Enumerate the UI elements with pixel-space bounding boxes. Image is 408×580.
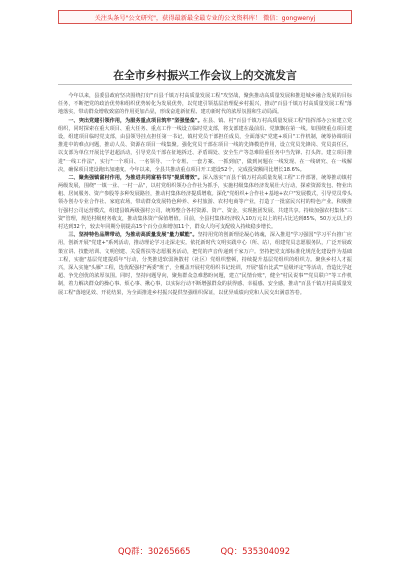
paragraph-section-3: 三、坚持特色品牌带动，为推动高质量发展"量力赋能"。坚持用党的创新理论凝心铸魂，深入推进"学习强国"学习平台推广应用，创新开展"党建+"系列活动，推动理论学习走深走实。依托新时代文明实践中心（所、站），组建党员志愿服务队，广泛开展政策宣讲、技能培训、文明创建、关爱帮扶等志愿服务活动，把党的声音传递到千家万户。坚持把党支部标准化规范化建设作为基础工程，实施"基层党建提质年"行动，分类推进软弱涣散村（社区）党组织整顿，持续提升基层党组织的组织力。聚焦乡村人才振兴，深入实施"头雁"工程，选优配强村"两委"班子，全覆盖开展村党组织书记轮训，开展"擂台比武""星级评定"等活动，营造比学赶超、争先创优的浓厚氛围。同时，坚持问题导向，聚焦群众急难愁盼问题，建立"民情台账"，健全"村民说事""党员联户"等工作机制，着力解决群众的操心事、烦心事、揪心事，以实际行动不断增强群众的获得感、幸福感、安全感，推动"百县千镇万村高质量发展工程"落地见效、开花结果，为全面推进乡村振兴提供坚强组织保证，以优异成绩向党和人民交出满意答卷。: [58, 232, 352, 296]
paragraph-section-2: 二、聚焦强镇富村作用，为推进共同富裕书写"提质增效"。深入落实"百县千镇万村高质量发展工程"工作部署，统筹推动镇村两级发展，围绕"一镇一业、一村一品"，以村党组织领办合作社为抓手，实施村级集体经济发展壮大行动，探索资源发包、物业出租、居间服务、资产参股等多种发展路径，推动村集体经济提质增收。深化"党组织+合作社+基地+农户"发展模式，引导党员带头领办创办专业合作社、家庭农场，带动群众发展特色种养、乡村旅游、农村电商等产业，打造了一批富民兴村的特色产业。积极推行强村公司运营模式，组建县镇两级强村公司，统筹整合各村资源、资产、资金，实现抱团发展、共建共享。持续加强农村集体"三资"管理，规范村级财务收支，推动集体资产保值增值。目前，全县村集体经济收入10万元以上的村占比达到85%，50万元以上的村达到32个，较去年同期分别提高15个百分点和增加11个，群众人均可支配收入持续稳步增长。: [58, 174, 352, 230]
qq-contact-text: QQ：535304092: [220, 546, 291, 556]
promo-banner-text: 关注头条号"公文研究"，获得最新最全最专业的公文资料库！ 微信：gongwenyj: [94, 14, 316, 22]
paragraph-intro: 今年以来，县委县政府坚决围绕打好"百县千镇万村高质量发展工程"攻坚战，聚焦推动高质量发展和推进城乡融合发展的目标任务，不断把党的政治优势和组织优势转化为发展优势，以党建引领基层治理促乡村振兴，推动"百县千镇万村高质量发展工程"落地落实，带动群众增收致富的作用更加凸显，形成奋进新征程、建功新时代的浓厚氛围和生动局面。: [58, 93, 352, 116]
document-title: 在全市乡村振兴工作会议上的交流发言: [113, 69, 297, 82]
section-heading: 一、突出党建引领作用，为服务重点项目筑牢"坚强堡垒"。: [68, 117, 203, 124]
footer-contacts: [0, 545, 408, 557]
qq-group-text: QQ群：30265665: [117, 546, 191, 556]
paragraph-section-1: 一、突出党建引领作用，为服务重点项目筑牢"坚强堡垒"。在县、镇、村"百县千镇万村高质量发展工程"指挥部办公室建立党组织，同时探索在重大项目、重大任务、重点工作一线设立临时党支部，将支部建在最前沿、党旗飘在第一线。如围绕重点项目建设，组建项目临时党支部，由县领导挂点担任第一书记，镇村党员干部担任成员，全面落实"党建+项目"工作机制，统筹协调项目推进中的难点问题，推动人员、资源在项目一线集聚。强化党员干部在项目一线的先锋模范作用，设立党员先锋岗、党员责任区，以支部为单位开展比学赶超活动，引导党员干部在征地拆迁、矛盾调处、安全生产等急难险重任务中当先锋、打头阵。建立项目推进"一线工作法"，实行"一个项目、一名领导、一个专班、一套方案、一抓到底"，做到问题在一线发现、在一线研究、在一线解决，确保项目建设跑出加速度。今年以来，全县共推动重点项目开工建设52个，完成投资额同比增长18.6%。: [58, 117, 352, 173]
section-heading: 二、聚焦强镇富村作用，为推进共同富裕书写"提质增效"。: [68, 174, 203, 181]
title-divider: [58, 84, 352, 85]
document-body: [58, 92, 352, 297]
promo-banner[interactable]: [58, 10, 352, 24]
section-heading: 三、坚持特色品牌带动，为推动高质量发展"量力赋能"。: [68, 232, 198, 239]
